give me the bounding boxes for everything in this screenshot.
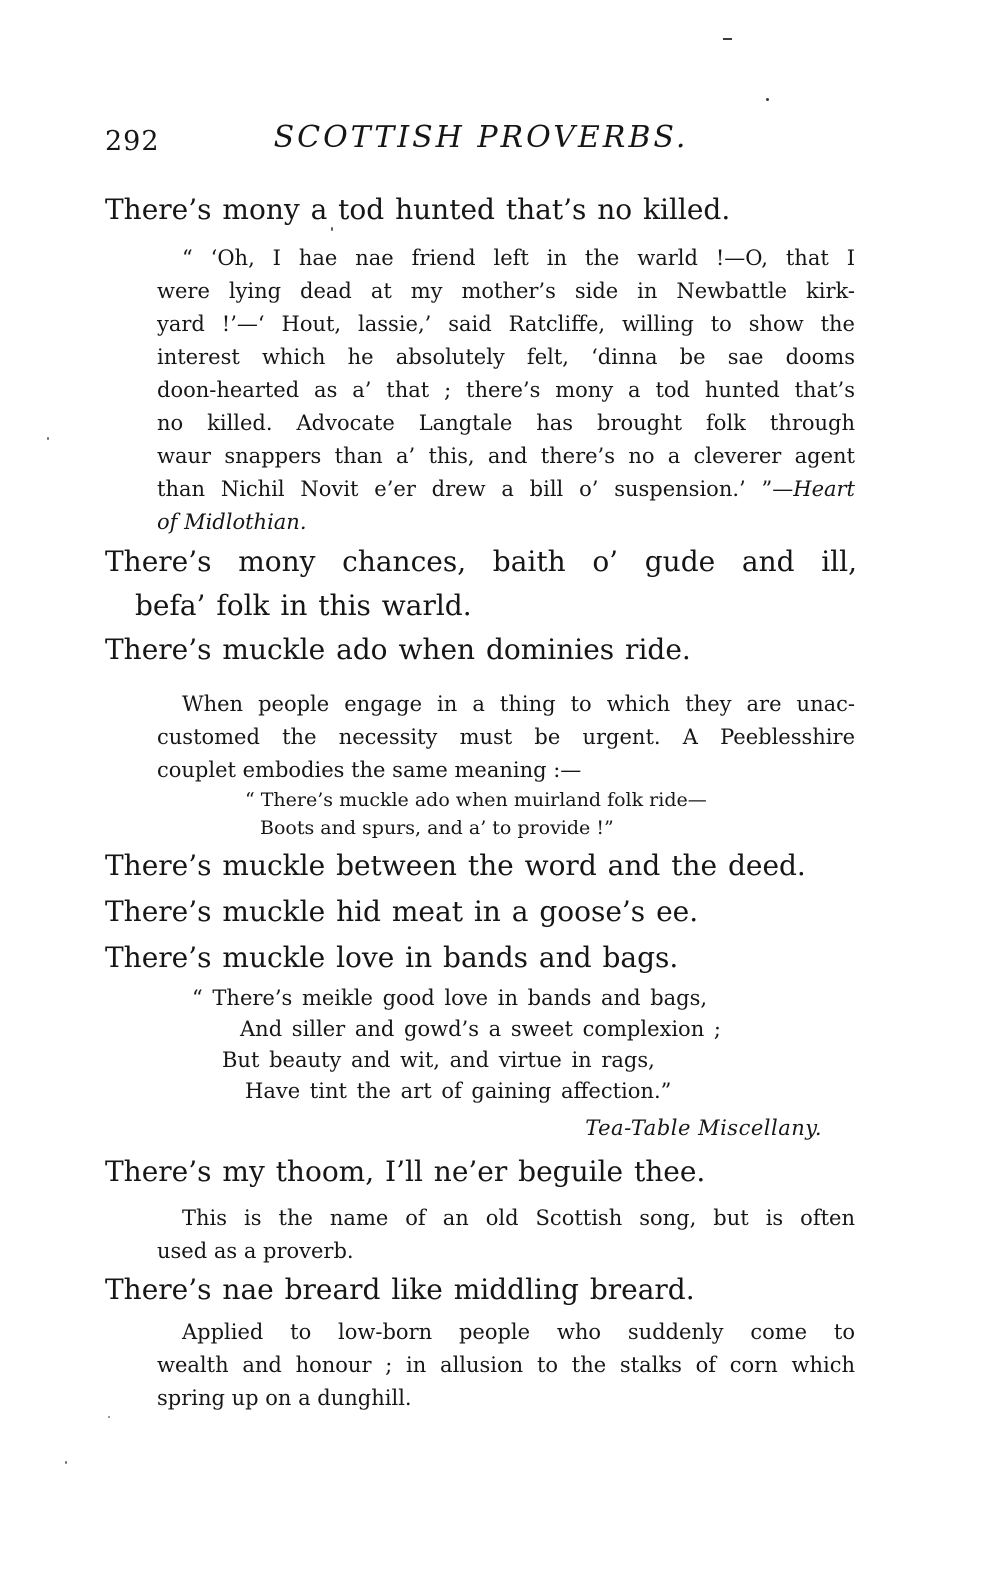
note-thoom <box>157 1202 855 1268</box>
note-dominies <box>157 688 855 787</box>
quote-source-line <box>157 506 855 539</box>
proverb-heading-bands-bags: There’s muckle love in bands and bags. <box>105 941 679 974</box>
verse-line: “ There’s meikle good love in bands and bags, <box>192 986 708 1010</box>
verse-line: Have tint the art of gaining affection.” <box>245 1079 672 1103</box>
proverb-heading-goose-ee: There’s muckle hid meat in a goose’s ee. <box>105 895 699 928</box>
scan-artifact <box>108 1416 110 1418</box>
running-header <box>105 118 857 166</box>
scan-artifact <box>723 38 732 40</box>
proverb-heading-breard: There’s nae breard like middling breard. <box>105 1273 695 1306</box>
proverb-heading-thoom: There’s my thoom, I’ll ne’er beguile thee. <box>105 1155 706 1188</box>
proverb-heading-chances <box>105 540 857 628</box>
proverb-heading-dominies: There’s muckle ado when dominies ride. <box>105 633 691 666</box>
proverb-heading-line: There’s mony chances, baith o’ gude and ill, <box>105 545 857 578</box>
quote-line: interest which he absolutely felt, ‘dinna be sae dooms <box>157 345 855 369</box>
verse-line: But beauty and wit, and virtue in rags, <box>222 1048 655 1072</box>
quote-line: “ ‘Oh, I hae nae friend left in the warld !—O, that I <box>182 246 855 270</box>
note-line: couplet embodies the same meaning :— <box>157 758 582 782</box>
quote-line: were lying dead at my mother’s side in Newbattle kirk- <box>157 279 855 303</box>
quote-line: waur snappers than a’ this, and there’s no a cleverer agent <box>157 444 855 468</box>
scan-artifact <box>331 227 333 231</box>
scan-artifact <box>47 437 49 440</box>
couplet-muirland <box>245 786 707 842</box>
note-line: This is the name of an old Scottish song, but is often <box>182 1206 855 1230</box>
page-number: 292 <box>105 126 160 157</box>
quote-line: yard !’—‘ Hout, lassie,’ said Ratcliffe, willing to show the <box>157 312 855 336</box>
note-line: wealth and honour ; in allusion to the stalks of corn which <box>157 1353 855 1377</box>
quote-line: no killed. Advocate Langtale has brought folk through <box>157 411 855 435</box>
scan-artifact <box>766 98 769 101</box>
note-line: When people engage in a thing to which they are unac- <box>182 692 855 716</box>
note-line: spring up on a dunghill. <box>157 1386 412 1410</box>
note-line: used as a proverb. <box>157 1239 354 1263</box>
couplet-line: Boots and spurs, and a’ to provide !” <box>260 817 614 839</box>
proverb-heading-line: befa’ folk in this warld. <box>135 589 472 622</box>
verse-line: And siller and gowd’s a sweet complexion ; <box>240 1017 721 1041</box>
proverb-heading-tod: There’s mony a tod hunted that’s no killed. <box>105 193 731 226</box>
quote-line: doon-hearted as a’ that ; there’s mony a tod hunted that’s <box>157 378 855 402</box>
page-title: SCOTTISH PROVERBS. <box>273 120 689 155</box>
quote-heart-of-midlothian <box>157 242 855 539</box>
verse-attribution: Tea-Table Miscellany. <box>585 1116 822 1140</box>
quote-source-italic: of Midlothian. <box>157 510 307 534</box>
quote-source-italic: Heart <box>793 477 855 501</box>
note-line: customed the necessity must be urgent. A Peeblesshire <box>157 725 855 749</box>
scan-artifact <box>65 1461 67 1464</box>
couplet-line: “ There’s muckle ado when muirland folk ride— <box>245 789 707 811</box>
note-breard <box>157 1316 855 1415</box>
quote-line-text: than Nichil Novit e’er drew a bill o’ suspension.’ ”— <box>157 477 794 501</box>
note-line: Applied to low-born people who suddenly come to <box>182 1320 855 1344</box>
quote-line-with-source <box>157 473 855 506</box>
verse-bands-bags <box>192 983 721 1107</box>
proverb-heading-word-deed: There’s muckle between the word and the deed. <box>105 849 806 882</box>
